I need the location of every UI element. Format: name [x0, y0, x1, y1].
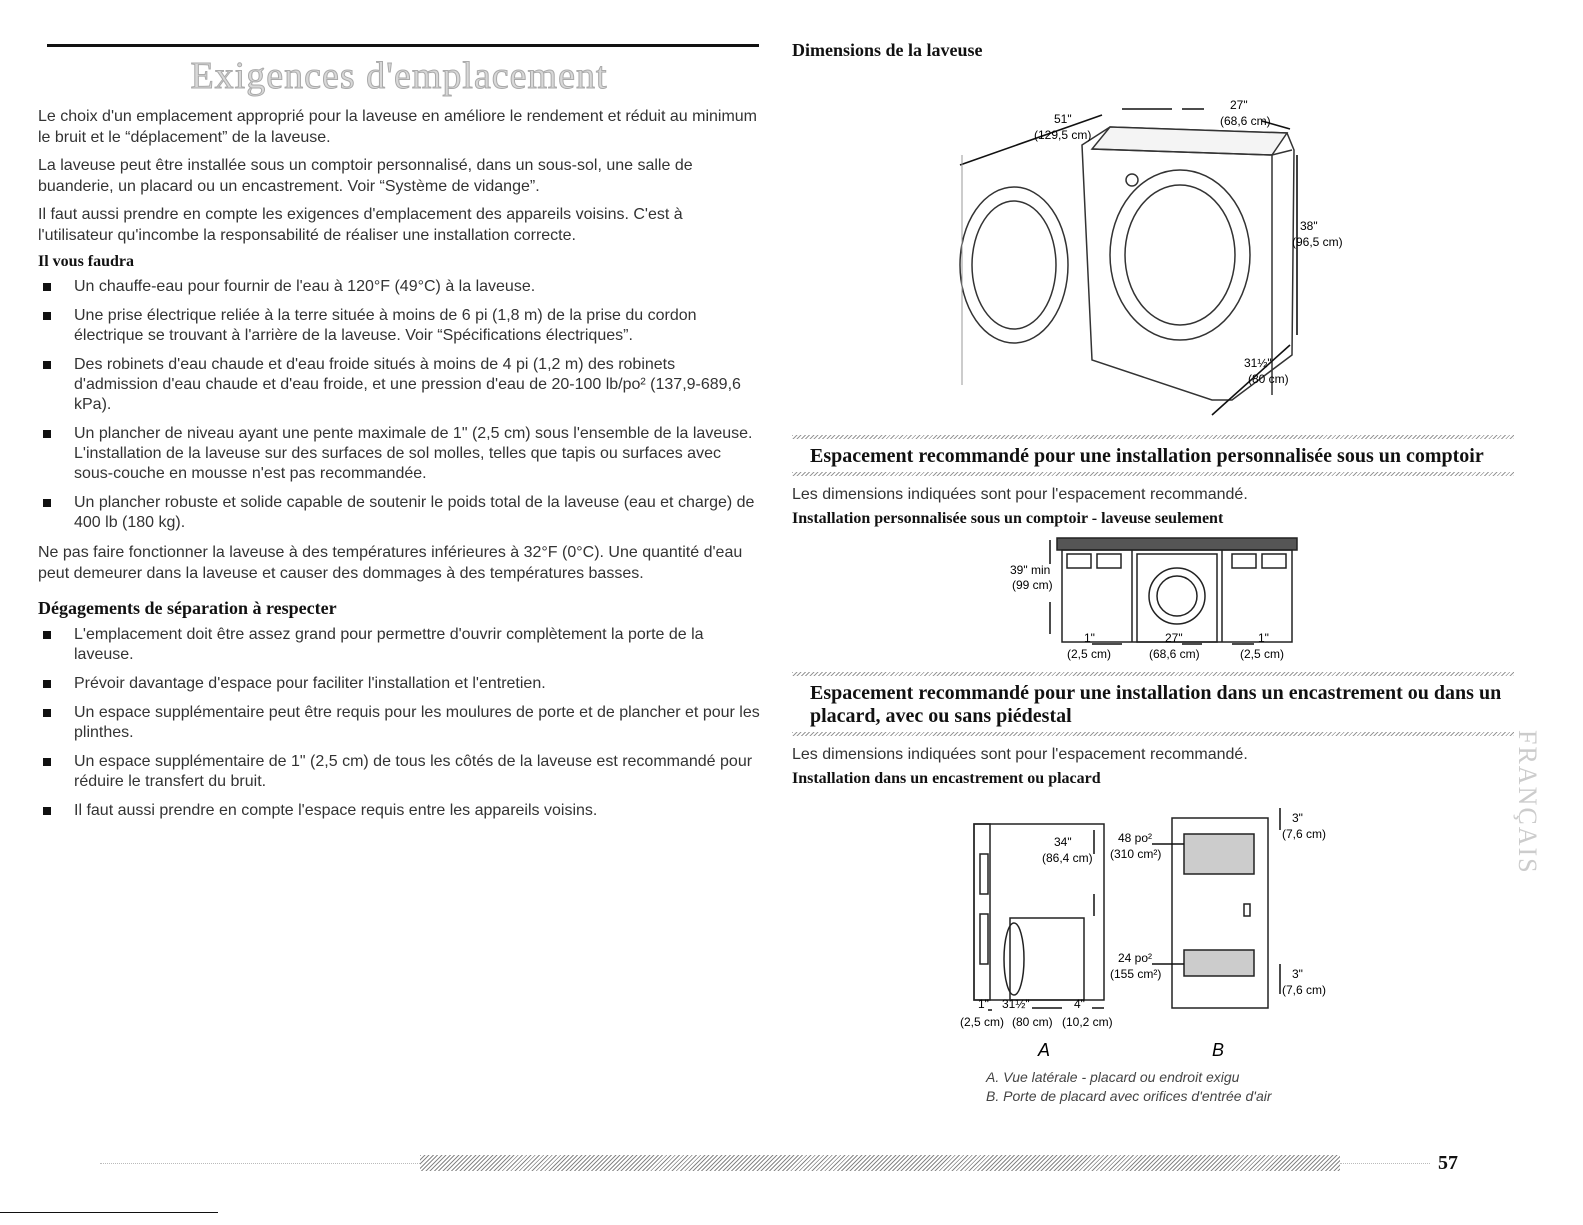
closet-washer-depth-cm: (80 cm): [1012, 1015, 1053, 1029]
section-divider: [792, 472, 1514, 476]
undercounter-height-inches: 39" min: [1010, 563, 1051, 577]
closet-side-gap-cm: (2,5 cm): [960, 1015, 1005, 1029]
closet-note: Les dimensions indiquées sont pour l'espacement recommandé.: [792, 746, 1248, 763]
section-closet-heading-line2: placard, avec ou sans piédestal: [810, 705, 1072, 727]
list-item: Un espace supplémentaire peut être requis pour les moulures de porte et de plancher et pour les plinthes.: [38, 703, 760, 743]
figure-label-a: A: [1038, 1040, 1051, 1060]
list-item: L'emplacement doit être assez grand pour permettre d'ouvrir complètement la porte de la laveuse.: [38, 625, 760, 665]
dim-width-cm: (68,6 cm): [1220, 114, 1271, 128]
closet-subheading: Installation dans un encastrement ou placard: [792, 770, 1101, 787]
section-divider: [792, 732, 1514, 736]
closet-rear-gap-inches: 4": [1074, 997, 1085, 1011]
dim-width-inches: 27": [1230, 98, 1248, 112]
undercounter-width-cm: (68,6 cm): [1149, 647, 1200, 661]
closet-height-cm: (86,4 cm): [1042, 851, 1093, 865]
clearance-heading: Dégagements de séparation à respecter: [38, 598, 337, 618]
language-tab: FRANÇAIS: [1513, 730, 1542, 875]
closet-side-gap-inches: 1": [978, 997, 989, 1011]
paragraph-2: La laveuse peut être installée sous un comptoir personnalisé, dans un sous-sol, une salle de buanderie, un placard ou un encastrement. Voir “Système de vidange”.: [38, 157, 693, 195]
dim-height-inches: 38": [1300, 219, 1318, 233]
list-item: Un chauffe-eau pour fournir de l'eau à 120°F (49°C) à la laveuse.: [38, 277, 760, 297]
list-item: Des robinets d'eau chaude et d'eau froide situés à moins de 4 pi (1,2 m) des robinets d'admission d'eau chaude et d'eau froide, et une pression d'eau de 20-100 lb/po² (137,9-689,6 kPa).: [38, 355, 760, 415]
undercounter-right-gap-inches: 1": [1258, 631, 1269, 645]
figure-captions: [792, 1068, 1514, 1106]
footer-dots-left: [100, 1163, 420, 1165]
list-item: Prévoir davantage d'espace pour faciliter l'installation et l'entretien.: [38, 674, 760, 694]
section-closet-heading-line1: Espacement recommandé pour une installation dans un encastrement ou dans un: [810, 682, 1502, 704]
closet-door-view: [1172, 818, 1268, 1008]
left-column: [38, 40, 760, 830]
bottom-rule: [0, 1212, 218, 1213]
dimensions-heading: Dimensions de la laveuse: [792, 40, 983, 60]
vent-top-area-cm: (310 cm²): [1110, 847, 1162, 861]
need-heading: Il vous faudra: [38, 253, 135, 270]
undercounter-height-cm: (99 cm): [1012, 578, 1053, 592]
dim-depth-inches: 51": [1054, 112, 1072, 126]
vent-bottom-offset-inches: 3": [1292, 967, 1303, 981]
list-item: Un espace supplémentaire de 1" (2,5 cm) de tous les côtés de la laveuse est recommandé pour réduire le transfert du bruit.: [38, 752, 760, 792]
vent-top-offset-inches: 3": [1292, 811, 1303, 825]
dim-height-cm: (96,5 cm): [1292, 235, 1343, 249]
dim-depth-cm: (129,5 cm): [1034, 128, 1092, 142]
section-closet-heading: [792, 676, 1514, 732]
vent-bottom-area: 24 po²: [1118, 951, 1153, 965]
need-list: [38, 277, 760, 533]
list-item: Une prise électrique reliée à la terre située à moins de 6 pi (1,8 m) de la prise du cordon électrique se trouvant à l'arrière de la laveuse. Voir “Spécifications électriques”.: [38, 306, 760, 346]
dim-door-cm: (80 cm): [1248, 372, 1289, 386]
undercounter-note: Les dimensions indiquées sont pour l'espacement recommandé.: [792, 486, 1248, 503]
closet-rear-gap-cm: (10,2 cm): [1062, 1015, 1113, 1029]
undercounter-subheading: Installation personnalisée sous un comptoir - laveuse seulement: [792, 510, 1224, 527]
page-number: 57: [1438, 1152, 1458, 1174]
list-item: Un plancher de niveau ayant une pente maximale de 1" (2,5 cm) sous l'ensemble de la laveuse. L'installation de la laveuse sur des surfaces de sol molles, telles que tapis ou surfaces avec sous-couche en mousse n'est pas recommandée.: [38, 424, 760, 484]
closet-height-inches: 34": [1054, 835, 1072, 849]
undercounter-right-gap-cm: (2,5 cm): [1240, 647, 1285, 661]
undercounter-left-gap-inches: 1": [1084, 631, 1095, 645]
figure-label-b: B: [1212, 1040, 1225, 1060]
page-title: Exigences d'emplacement: [190, 55, 608, 97]
undercounter-illustration: [1057, 538, 1297, 642]
section-undercounter-heading: Espacement recommandé pour une installation personnalisée sous un comptoir: [810, 445, 1484, 467]
vent-top-area: 48 po²: [1118, 831, 1153, 845]
closet-washer-depth-inches: 31½": [1002, 997, 1030, 1011]
undercounter-width-inches: 27": [1165, 631, 1183, 645]
dim-door-inches: 31½": [1244, 356, 1272, 370]
washer-dimensions-figure: [792, 65, 1514, 425]
list-item: Il faut aussi prendre en compte l'espace requis entre les appareils voisins.: [38, 801, 760, 821]
temperature-note: Ne pas faire fonctionner la laveuse à des températures inférieures à 32°F (0°C). Une quantité d'eau peut demeurer dans la laveuse et causer des dommages à des températures basses.: [38, 544, 743, 582]
caption-a: A. Vue latérale - placard ou endroit exigu: [986, 1069, 1240, 1085]
undercounter-figure: [792, 534, 1514, 664]
vent-top-offset-cm: (7,6 cm): [1282, 827, 1327, 841]
vent-bottom-area-cm: (155 cm²): [1110, 967, 1162, 981]
footer-band: [100, 1155, 1500, 1171]
footer-hatch: [420, 1155, 1340, 1171]
closet-figure: [792, 794, 1514, 1062]
paragraph-1: Le choix d'un emplacement approprié pour la laveuse en améliore le rendement et réduit au minimum le bruit et le “déplacement” de la laveuse.: [38, 108, 758, 146]
right-column: [792, 40, 1514, 1106]
caption-b: B. Porte de placard avec orifices d'entrée d'air: [986, 1088, 1272, 1104]
list-item: Un plancher robuste et solide capable de soutenir le poids total de la laveuse (eau et charge) de 400 lb (180 kg).: [38, 493, 760, 533]
clearance-list: [38, 625, 760, 821]
undercounter-left-gap-cm: (2,5 cm): [1067, 647, 1112, 661]
vent-bottom-offset-cm: (7,6 cm): [1282, 983, 1327, 997]
footer-dots-right: [1340, 1163, 1430, 1165]
paragraph-3: Il faut aussi prendre en compte les exigences d'emplacement des appareils voisins. C'est à l'utilisateur qu'incombe la responsabilité de réaliser une installation correcte.: [38, 206, 683, 244]
